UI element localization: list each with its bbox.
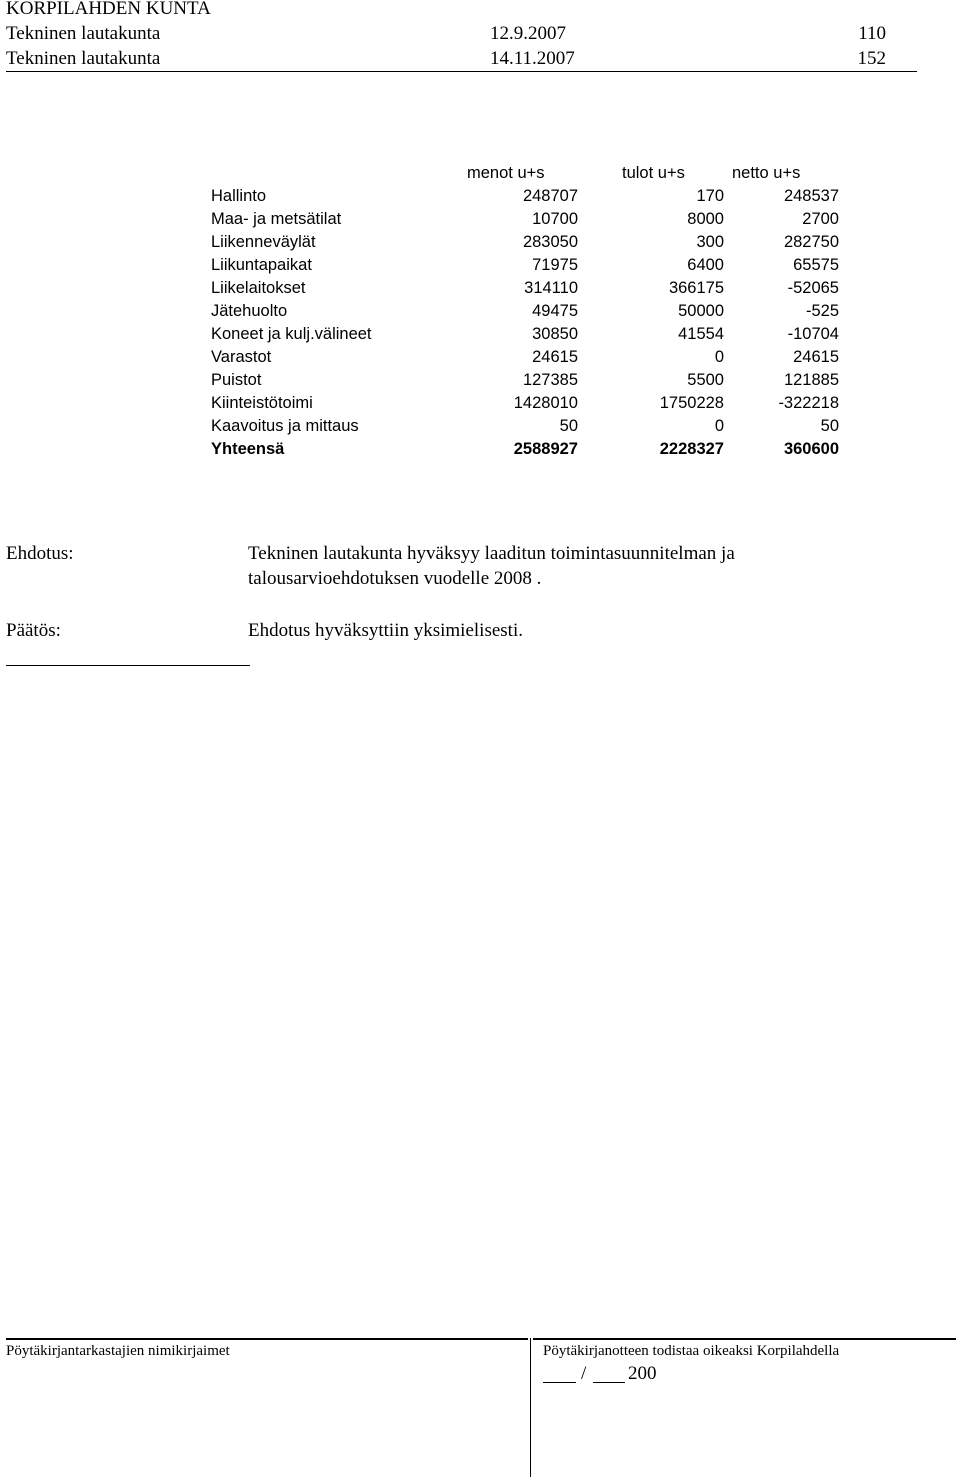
header-rule xyxy=(6,71,917,72)
row-netto: 282750 xyxy=(783,233,839,251)
row-label: Puistot xyxy=(211,371,262,389)
row-netto: -525 xyxy=(805,302,839,320)
row-label: Jätehuolto xyxy=(211,302,288,320)
row-label: Varastot xyxy=(211,348,272,366)
row-netto: -10704 xyxy=(787,325,839,343)
table-row xyxy=(0,323,960,346)
row-netto: 65575 xyxy=(793,256,839,274)
proposal-text-line2: talousarvioehdotuksen vuodelle 2008 . xyxy=(248,568,542,589)
table-row xyxy=(0,185,960,208)
table-row xyxy=(0,369,960,392)
footer-certification: Pöytäkirjanotteen todistaa oikeaksi Korpilahdella xyxy=(543,1343,840,1359)
row-menot: 1428010 xyxy=(513,394,578,412)
row-netto: 248537 xyxy=(783,187,839,205)
decision-text: Ehdotus hyväksyttiin yksimielisesti. xyxy=(248,620,523,641)
footer-rule-left xyxy=(6,1338,528,1340)
row-label: Liikenneväylät xyxy=(211,233,316,251)
row-label: Liikelaitokset xyxy=(211,279,306,297)
row-menot: 50 xyxy=(559,417,578,435)
table-row xyxy=(0,300,960,323)
proposal-label: Ehdotus: xyxy=(6,543,74,564)
table-row xyxy=(0,231,960,254)
total-tulot: 2228327 xyxy=(659,440,724,458)
decision-label: Päätös: xyxy=(6,620,61,641)
row-netto: -52065 xyxy=(787,279,839,297)
row-tulot: 6400 xyxy=(687,256,724,274)
total-netto: 360600 xyxy=(783,440,839,458)
total-label: Yhteensä xyxy=(211,440,285,458)
row-tulot: 5500 xyxy=(687,371,724,389)
footer-reviewer-initials: Pöytäkirjantarkastajien nimikirjaimet xyxy=(6,1343,230,1359)
table-row xyxy=(0,346,960,369)
row-label: Liikuntapaikat xyxy=(211,256,312,274)
row-label: Kaavoitus ja mittaus xyxy=(211,417,359,435)
date-separator: / xyxy=(581,1363,587,1384)
table-total-row xyxy=(0,438,960,461)
header-body-1: Tekninen lautakunta xyxy=(6,23,161,44)
column-header-tulot: tulot u+s xyxy=(622,164,685,182)
row-tulot: 366175 xyxy=(668,279,724,297)
date-year: 200 xyxy=(628,1363,657,1384)
row-label: Hallinto xyxy=(211,187,267,205)
row-menot: 248707 xyxy=(522,187,578,205)
table-row xyxy=(0,392,960,415)
column-header-menot: menot u+s xyxy=(467,164,545,182)
header-body-2: Tekninen lautakunta xyxy=(6,48,161,69)
row-netto: 121885 xyxy=(783,371,839,389)
row-menot: 30850 xyxy=(532,325,578,343)
header-date-2: 14.11.2007 xyxy=(490,48,575,69)
row-menot: 24615 xyxy=(532,348,578,366)
row-netto: 50 xyxy=(820,417,839,435)
row-tulot: 170 xyxy=(696,187,724,205)
row-tulot: 1750228 xyxy=(659,394,724,412)
row-menot: 127385 xyxy=(522,371,578,389)
row-menot: 49475 xyxy=(532,302,578,320)
header-page-2: 152 xyxy=(857,48,886,69)
organization-name: KORPILAHDEN KUNTA xyxy=(6,0,211,19)
table-row xyxy=(0,277,960,300)
row-label: Koneet ja kulj.välineet xyxy=(211,325,372,343)
row-menot: 71975 xyxy=(532,256,578,274)
row-label: Maa- ja metsätilat xyxy=(211,210,342,228)
row-menot: 10700 xyxy=(532,210,578,228)
proposal-text-line1: Tekninen lautakunta hyväksyy laaditun toimintasuunnitelman ja xyxy=(248,543,735,564)
footer-divider xyxy=(530,1338,531,1477)
table-row xyxy=(0,415,960,438)
row-menot: 283050 xyxy=(522,233,578,251)
table-header-row xyxy=(0,162,960,185)
total-menot: 2588927 xyxy=(513,440,578,458)
row-tulot: 50000 xyxy=(678,302,724,320)
date-month-blank xyxy=(593,1382,625,1383)
row-tulot: 8000 xyxy=(687,210,724,228)
footer-rule-right xyxy=(533,1338,956,1340)
row-menot: 314110 xyxy=(524,279,578,297)
row-tulot: 0 xyxy=(714,348,724,366)
row-tulot: 300 xyxy=(696,233,724,251)
header-date-1: 12.9.2007 xyxy=(490,23,566,44)
column-header-netto: netto u+s xyxy=(732,164,801,182)
row-label: Kiinteistötoimi xyxy=(211,394,313,412)
section-end-rule xyxy=(6,665,250,666)
row-tulot: 41554 xyxy=(678,325,724,343)
row-netto: 2700 xyxy=(802,210,839,228)
row-netto: -322218 xyxy=(778,394,839,412)
table-row xyxy=(0,254,960,277)
date-day-blank xyxy=(543,1382,576,1383)
header-page-1: 110 xyxy=(858,23,886,44)
row-netto: 24615 xyxy=(793,348,839,366)
row-tulot: 0 xyxy=(714,417,724,435)
table-row xyxy=(0,208,960,231)
